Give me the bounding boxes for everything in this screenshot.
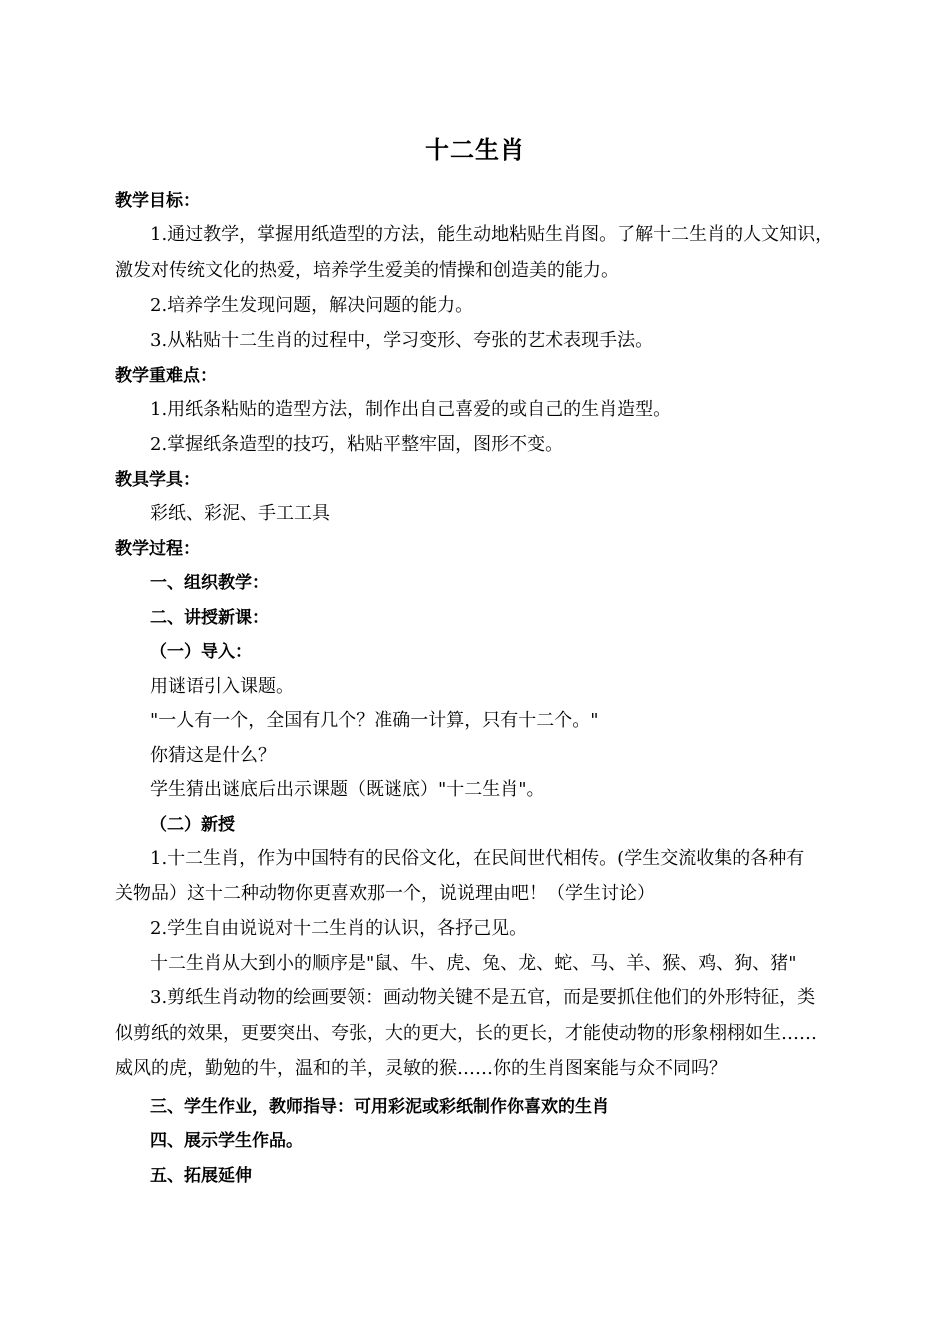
new-line-7: 威风的虎，勤勉的牛，温和的羊，灵敏的猴……你的生肖图案能与众不同吗？ [115, 1058, 727, 1079]
intro-line-2: "一人有一个，全国有几个？准确一计算，只有十二个。" [150, 710, 599, 731]
goal-line-1: 1.通过教学，掌握用纸造型的方法，能生动地粘贴生肖图。了解十二生肖的人文知识， [150, 224, 834, 245]
process-heading: 教学过程： [115, 539, 200, 559]
tools-heading: 教具学具： [115, 470, 200, 490]
step-5-heading: 五、拓展延伸 [150, 1166, 252, 1186]
step-2-heading: 二、讲授新课： [150, 608, 269, 628]
step-3-heading: 三、学生作业，教师指导：可用彩泥或彩纸制作你喜欢的生肖 [150, 1097, 609, 1117]
key-points-heading: 教学重难点： [115, 366, 217, 386]
intro-line-3: 你猜这是什么？ [150, 745, 276, 766]
new-line-5: 3.剪纸生肖动物的绘画要领：画动物关键不是五官，而是要抓住他们的外形特征，类 [150, 987, 816, 1008]
goal-line-4: 3.从粘贴十二生肖的过程中，学习变形、夸张的艺术表现手法。 [150, 330, 654, 351]
new-line-4: 十二生肖从大到小的顺序是"鼠、牛、虎、兔、龙、蛇、马、羊、猴、鸡、狗、猪" [150, 953, 797, 974]
key-point-2: 2.掌握纸条造型的技巧，粘贴平整牢固，图形不变。 [150, 434, 564, 455]
page-title: 十二生肖 [425, 136, 525, 164]
step-1-heading: 一、组织教学： [150, 573, 269, 593]
new-line-1: 1.十二生肖，作为中国特有的民俗文化，在民间世代相传。(学生交流收集的各种有 [150, 848, 805, 869]
goals-heading: 教学目标： [115, 191, 200, 211]
new-line-3: 2.学生自由说说对十二生肖的认识，各抒己见。 [150, 918, 528, 939]
step-4-heading: 四、展示学生作品。 [150, 1131, 303, 1151]
new-line-6: 似剪纸的效果，更要突出、夸张，大的更大，长的更长，才能使动物的形象栩栩如生…… [115, 1023, 817, 1044]
new-line-2: 关物品）这十二种动物你更喜欢那一个，说说理由吧！（学生讨论） [115, 883, 655, 904]
key-point-1: 1.用纸条粘贴的造型方法，制作出自己喜爱的或自己的生肖造型。 [150, 399, 672, 420]
tools-text: 彩纸、彩泥、手工工具 [150, 503, 330, 524]
goal-line-3: 2.培养学生发现问题，解决问题的能力。 [150, 295, 474, 316]
intro-line-4: 学生猜出谜底后出示课题（既谜底）"十二生肖"。 [150, 779, 545, 800]
intro-line-1: 用谜语引入课题。 [150, 676, 294, 697]
part-2-heading: （二）新授 [150, 815, 235, 835]
goal-line-2: 激发对传统文化的热爱，培养学生爱美的情操和创造美的能力。 [115, 260, 619, 281]
part-1-heading: （一）导入： [150, 642, 252, 662]
